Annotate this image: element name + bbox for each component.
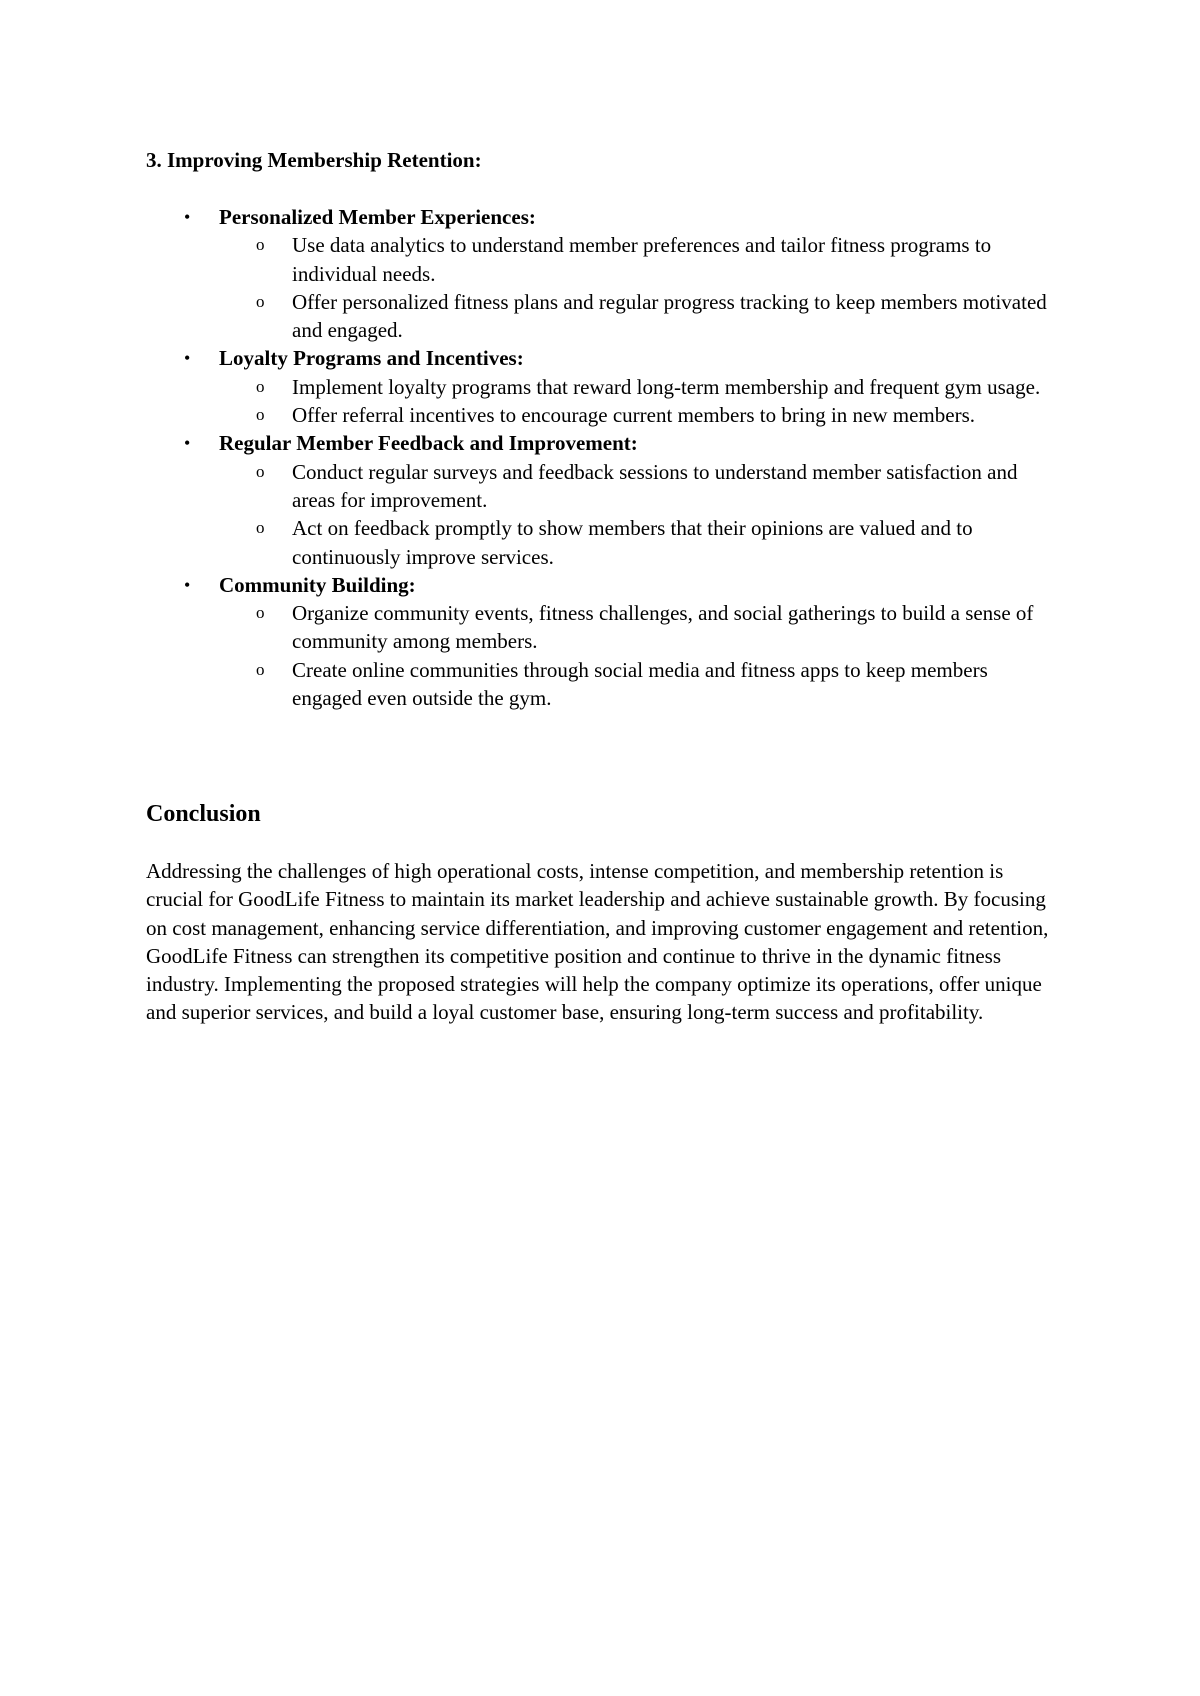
list-item-title: Community Building:: [219, 572, 416, 597]
bullet-icon: •: [184, 207, 191, 227]
strategy-list: [0, 203, 1200, 712]
circle-bullet-icon: o: [256, 518, 265, 538]
sub-list-item: [0, 373, 1062, 401]
sub-list: [0, 231, 1200, 344]
conclusion-heading: Conclusion: [146, 801, 261, 827]
sub-list-item-text: Offer personalized fitness plans and regular progress tracking to keep members motivated and engaged.: [292, 289, 1047, 343]
sub-list: [0, 373, 1200, 430]
circle-bullet-icon: o: [256, 461, 265, 481]
section-heading: 3. Improving Membership Retention:: [146, 148, 482, 172]
bullet-icon: •: [184, 574, 191, 595]
sub-list-item-text: Conduct regular surveys and feedback sessions to understand member satisfaction and areas for improvement.: [292, 459, 1018, 512]
conclusion-paragraph: Addressing the challenges of high operational costs, intense competition, and membership retention is crucial for GoodLife Fitness to maintain its market leadership and achieve sustainable growth. By focusing on cost management, enhancing service differentiation, and improving customer engagement and retention, GoodLife Fitness can strengthen its competitive position and continue to thrive in the dynamic fitness industry. Implementing the proposed strategies will help the company optimize its operations, offer unique and superior services, and build a loyal customer base, ensuring long-term success and profitability.: [146, 859, 1049, 1025]
sub-list-item: [0, 656, 1062, 713]
sub-list-item: [0, 231, 1062, 288]
sub-list: [0, 599, 1200, 712]
sub-list: [0, 458, 1200, 571]
sub-list-item-text: Create online communities through social media and fitness apps to keep members engaged even outside the gym.: [292, 657, 988, 711]
bullet-icon: •: [184, 433, 191, 454]
circle-bullet-icon: o: [256, 405, 265, 425]
list-item-title: Regular Member Feedback and Improvement:: [219, 431, 638, 456]
list-item: [0, 344, 1200, 429]
sub-list-item: [0, 599, 1062, 656]
list-item-title: Loyalty Programs and Incentives:: [219, 346, 524, 371]
sub-list-item: [0, 514, 1062, 571]
list-item: [0, 429, 1200, 570]
sub-list-item-text: Offer referral incentives to encourage current members to bring in new members.: [292, 403, 976, 428]
sub-list-item-text: Act on feedback promptly to show members that their opinions are valued and to continuously improve services.: [292, 516, 973, 569]
circle-bullet-icon: o: [256, 603, 265, 623]
list-item: [0, 571, 1200, 712]
sub-list-item: [0, 458, 1062, 515]
circle-bullet-icon: o: [256, 376, 265, 396]
circle-bullet-icon: o: [256, 659, 265, 679]
list-item: [0, 203, 1200, 344]
circle-bullet-icon: o: [256, 235, 265, 255]
sub-list-item-text: Use data analytics to understand member preferences and tailor fitness programs to individual needs.: [292, 233, 992, 286]
sub-list-item: [0, 288, 1062, 345]
sub-list-item-text: Organize community events, fitness challenges, and social gatherings to build a sense of community among members.: [292, 601, 1034, 654]
bullet-icon: •: [184, 348, 191, 369]
sub-list-item: [0, 401, 1062, 429]
list-item-title: Personalized Member Experiences:: [219, 205, 536, 229]
sub-list-item-text: Implement loyalty programs that reward long-term membership and frequent gym usage.: [292, 374, 1041, 399]
circle-bullet-icon: o: [256, 291, 265, 311]
